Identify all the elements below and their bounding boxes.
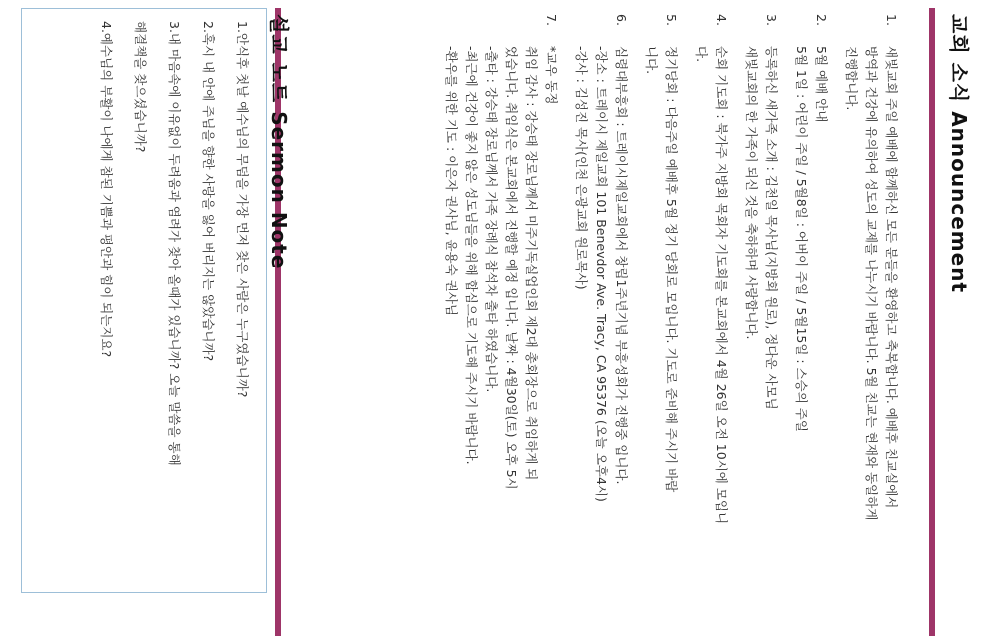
announcement-title: 교회 소식 Announcement	[947, 14, 971, 294]
item-number: 3.	[764, 14, 779, 26]
item-line: 진행합니다.	[844, 46, 859, 111]
item-line: 방역과 건강에 유의하여 성도의 교제를 나누시기 바랍니다. 5월 친교는 현재와 동일하게	[864, 46, 879, 521]
item-number: 2.	[814, 14, 829, 26]
item-number: 5.	[664, 14, 679, 26]
item-line: -강사 : 김성진 목사(인천 은광교회 원로목사)	[574, 46, 589, 290]
item-number: 1.	[884, 14, 899, 26]
sermon-question: 4.예수님의 부활이 나에게 참된 기쁨과 평안과 힘이 되는지요?	[99, 21, 114, 358]
item-line: 순회 기도회 : 북가주 지방회 목회자 기도회를 본교회에서 4월 26일 오전 10시에 모입니	[714, 46, 729, 525]
item-line: -환우를 위한 기도 : 이은자 권사님, 윤용숙 권사님	[444, 46, 459, 316]
sermon-question: 3.내 마음속에 이유없이 두려움과 염려가 찾아 올때가 있습니까? 오늘 말씀을 통해	[167, 21, 182, 466]
sermon-title: 설교 노트 Sermon Note	[267, 14, 291, 270]
announcement-item	[441, 14, 561, 629]
announcement-divider	[929, 8, 935, 636]
item-number: 7.	[544, 14, 559, 26]
item-line: 니다.	[644, 46, 659, 75]
item-line: -장소 : 트레이시 제일교회 101 Benevdor Ave. Tracy, CA 95376 (오늘 오후4시)	[594, 46, 609, 502]
item-line: -출타 : 강승태 장로님께서 가족 장례식 참석차 출타 하였습니다.	[484, 46, 499, 393]
item-line: 었습니다. 취임식은 본교회에서 진행할 예정 입니다. 날짜 : 4월30일(토) 오후 5시	[504, 46, 519, 490]
announcement-item	[641, 14, 681, 629]
item-line: 다.	[694, 46, 709, 63]
announcement-item	[571, 14, 631, 629]
item-line: 5월 1일 : 어린이 주일 / 5월8일 : 어버이 주일 / 5월15일 : 스승의 주일	[794, 46, 809, 432]
item-line: *교우 동정	[544, 46, 559, 105]
item-line: 새빛교회의 한 가족이 되신 것을 축하하며 사랑합니다.	[744, 46, 759, 340]
item-number: 4.	[714, 14, 729, 26]
sermon-note-box	[21, 8, 267, 593]
item-line: 5월 예배 안내	[814, 46, 829, 123]
announcement-item	[791, 14, 831, 629]
item-line: 새빛교회 주일 예배에 함께하신 모든 분들을 환영하고 축복합니다. 예배후 친교실에서	[884, 46, 899, 509]
announcement-item	[841, 14, 901, 629]
announcement-list	[431, 14, 901, 629]
sermon-question: 해결책을 찾으셨습니까?	[133, 21, 148, 153]
sermon-question: 1.안식후 첫날 예수님의 무덤을 가장 먼저 찾은 사람은 누구였습니까?	[235, 21, 250, 398]
announcement-item	[691, 14, 731, 629]
item-line: 취임 감사 : 강승태 장로님께서 미주기독실업인회 제2대 총회장으로 취임하게 되	[524, 46, 539, 481]
item-line: 등록하신 새가족 소개 : 김천일 목사님(지방회 원로), 정다운 사모님	[764, 46, 779, 410]
item-line: 심령대부흥회 : 트레이시제일교회에서 창립1주년기념 부흥성회가 진행중 입니다.	[614, 46, 629, 485]
sermon-question: 2.혹시 내 안에 주님을 향한 사랑을 잃어 버리지는 않았습니까?	[201, 21, 216, 362]
announcement-item	[741, 14, 781, 629]
item-number: 6.	[614, 14, 629, 26]
item-line: -최근에 건강이 좋지 않은 성도님들을 위해 합심으로 기도해 주시기 바랍니다.	[464, 46, 479, 465]
item-line: 정기당회 : 다음주일 예배후 5월 정기 당회로 모입니다. 기도로 준비해 주시기 바랍	[664, 46, 679, 493]
